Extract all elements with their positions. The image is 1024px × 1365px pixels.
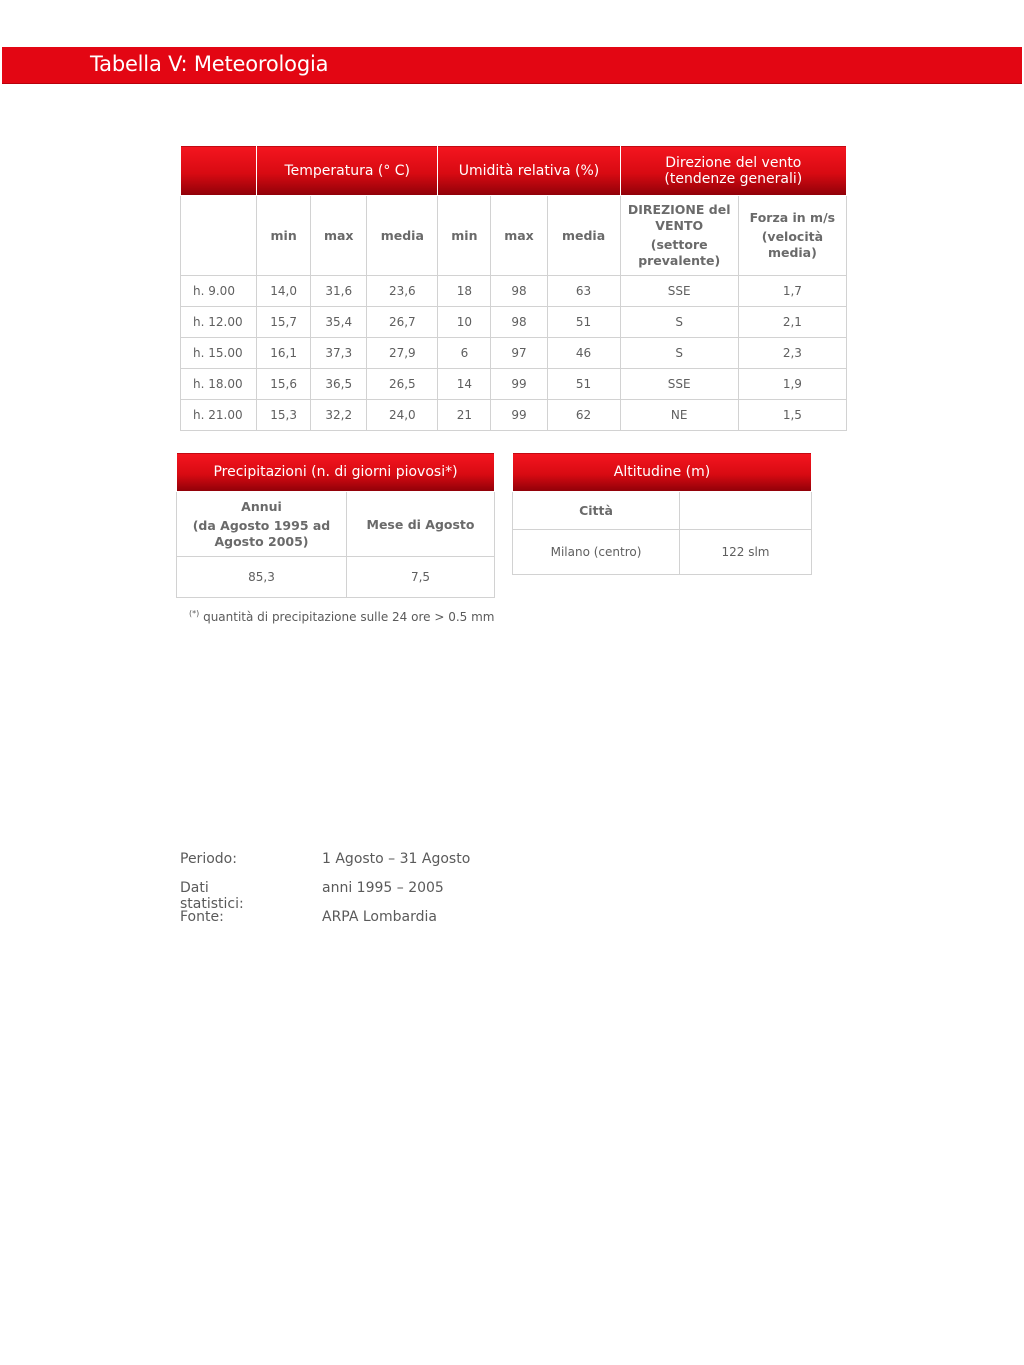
precipitazioni-table [176, 452, 495, 598]
altitudine-table [512, 452, 812, 575]
cell-citta: Milano (centro) [513, 530, 680, 575]
meta-label: Fonte: [180, 909, 224, 925]
header-vento-line1: Direzione del vento [665, 154, 802, 171]
cell-ora: h. 18.00 [181, 369, 257, 400]
cell-u-max: 98 [491, 307, 547, 338]
meta-label: Dati statistici: [180, 880, 244, 912]
cell-t-max: 31,6 [311, 276, 367, 307]
cell-t-media: 27,9 [367, 338, 438, 369]
cell-u-media: 62 [547, 400, 620, 431]
subheader-citta: Città [513, 492, 680, 530]
subheader-t-media: media [367, 196, 438, 276]
subheader-annui-line1: Annui [241, 498, 282, 514]
header-vento-line2: (tendenze generali) [664, 170, 803, 187]
meta-value: 1 Agosto – 31 Agosto [322, 851, 471, 867]
footnote-text: quantità di precipitazione sulle 24 ore > 0.5 mm [203, 610, 495, 624]
cell-forza: 2,1 [738, 307, 846, 338]
cell-annui: 85,3 [177, 557, 347, 598]
subheader-annui [177, 492, 347, 557]
subheader-u-max: max [491, 196, 547, 276]
cell-t-media: 26,5 [367, 369, 438, 400]
header-precipitazioni: Precipitazioni (n. di giorni piovosi*) [177, 453, 495, 492]
cell-forza: 1,7 [738, 276, 846, 307]
cell-dir: NE [620, 400, 738, 431]
cell-forza: 2,3 [738, 338, 846, 369]
subheader-direzione [620, 196, 738, 276]
cell-forza: 1,5 [738, 400, 846, 431]
cell-t-max: 37,3 [311, 338, 367, 369]
meta-value: anni 1995 – 2005 [322, 880, 444, 896]
cell-t-max: 36,5 [311, 369, 367, 400]
cell-u-min: 21 [438, 400, 491, 431]
cell-t-min: 15,6 [257, 369, 311, 400]
cell-t-media: 26,7 [367, 307, 438, 338]
cell-u-media: 51 [547, 369, 620, 400]
cell-dir: SSE [620, 276, 738, 307]
subheader-u-media: media [547, 196, 620, 276]
cell-u-min: 10 [438, 307, 491, 338]
cell-t-max: 35,4 [311, 307, 367, 338]
cell-t-min: 14,0 [257, 276, 311, 307]
table-row [181, 276, 847, 307]
cell-t-media: 23,6 [367, 276, 438, 307]
cell-dir: S [620, 307, 738, 338]
cell-forza: 1,9 [738, 369, 846, 400]
cell-u-min: 14 [438, 369, 491, 400]
table-row [181, 369, 847, 400]
cell-u-max: 97 [491, 338, 547, 369]
table-row [181, 400, 847, 431]
header-altitudine: Altitudine (m) [513, 453, 812, 492]
header-direzione-vento [620, 146, 846, 196]
subheader-annui-line2: (da Agosto 1995 ad Agosto 2005) [192, 517, 331, 549]
meteo-table [180, 145, 847, 431]
meta-value: ARPA Lombardia [322, 909, 437, 925]
subheader-forza [738, 196, 846, 276]
header-corner [181, 146, 257, 196]
cell-u-min: 18 [438, 276, 491, 307]
cell-dir: S [620, 338, 738, 369]
title-bar [2, 47, 1022, 83]
subheader-forza-line1: Forza in m/s [749, 210, 836, 225]
cell-u-max: 99 [491, 400, 547, 431]
cell-ora: h. 12.00 [181, 307, 257, 338]
table-row [181, 307, 847, 338]
cell-ora: h. 15.00 [181, 338, 257, 369]
cell-ora: h. 9.00 [181, 276, 257, 307]
subheader-direzione-line1: DIREZIONE del VENTO [627, 202, 731, 233]
cell-t-max: 32,2 [311, 400, 367, 431]
meta-label: Periodo: [180, 851, 237, 867]
header-temperatura: Temperatura (° C) [257, 146, 438, 196]
subheader-mese-agosto: Mese di Agosto [347, 492, 495, 557]
cell-agosto: 7,5 [347, 557, 495, 598]
cell-altitudine: 122 slm [680, 530, 812, 575]
cell-u-media: 51 [547, 307, 620, 338]
page-title: Tabella V: Meteorologia [90, 52, 329, 76]
subheader-altitudine-empty [680, 492, 812, 530]
cell-t-min: 16,1 [257, 338, 311, 369]
header-umidita: Umidità relativa (%) [438, 146, 620, 196]
subheader-empty [181, 196, 257, 276]
subheader-t-min: min [257, 196, 311, 276]
cell-u-media: 63 [547, 276, 620, 307]
cell-u-max: 98 [491, 276, 547, 307]
cell-u-min: 6 [438, 338, 491, 369]
cell-dir: SSE [620, 369, 738, 400]
cell-u-media: 46 [547, 338, 620, 369]
subheader-u-min: min [438, 196, 491, 276]
cell-t-min: 15,3 [257, 400, 311, 431]
subheader-t-max: max [311, 196, 367, 276]
subheader-direzione-line2: (settore prevalente) [638, 237, 721, 268]
footnote-marker: (*) [189, 609, 200, 618]
cell-t-media: 24,0 [367, 400, 438, 431]
cell-t-min: 15,7 [257, 307, 311, 338]
cell-u-max: 99 [491, 369, 547, 400]
cell-ora: h. 21.00 [181, 400, 257, 431]
subheader-forza-line2: (velocità media) [761, 229, 824, 260]
table-row [181, 338, 847, 369]
footnote [189, 609, 495, 624]
